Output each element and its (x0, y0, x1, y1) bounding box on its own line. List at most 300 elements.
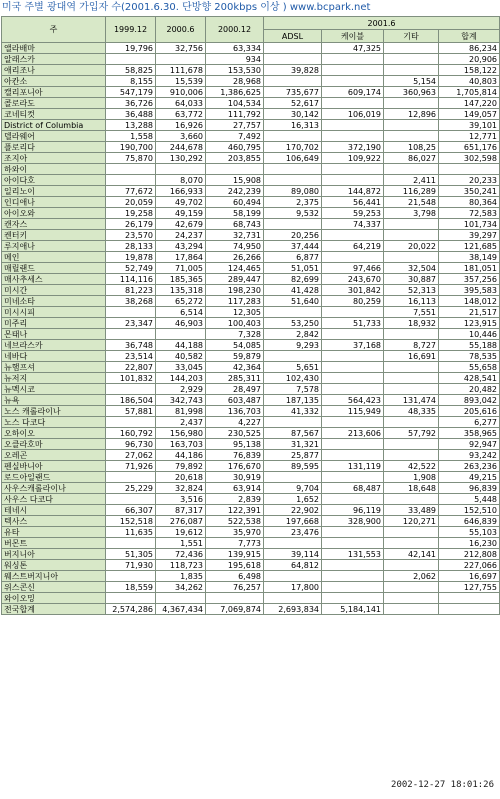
value-cell: 9,704 (264, 483, 322, 494)
value-cell: 120,271 (384, 516, 439, 527)
table-row (2, 505, 500, 516)
table-row (2, 285, 500, 296)
value-cell: 96,839 (439, 483, 500, 494)
value-cell: 16,697 (439, 571, 500, 582)
value-cell: 15,539 (156, 76, 206, 87)
value-cell: 80,364 (439, 197, 500, 208)
header-state: 주 (2, 17, 106, 43)
value-cell: 86,027 (384, 153, 439, 164)
value-cell: 136,703 (206, 406, 264, 417)
value-cell: 130,292 (156, 153, 206, 164)
page-title (2, 1, 498, 15)
value-cell: 52,313 (384, 285, 439, 296)
value-cell: 2,839 (206, 494, 264, 505)
table-row (2, 76, 500, 87)
value-cell: 57,792 (384, 428, 439, 439)
value-cell (322, 252, 384, 263)
value-cell (384, 120, 439, 131)
value-cell: 20,022 (384, 241, 439, 252)
value-cell (439, 164, 500, 175)
table-row (2, 384, 500, 395)
value-cell: 58,825 (106, 65, 156, 76)
state-name-cell: 오클라호마 (2, 439, 106, 450)
state-name-cell: 뉴욕 (2, 395, 106, 406)
value-cell: 350,241 (439, 186, 500, 197)
value-cell (322, 560, 384, 571)
value-cell: 357,256 (439, 274, 500, 285)
table-row (2, 274, 500, 285)
value-cell: 163,703 (156, 439, 206, 450)
value-cell: 36,726 (106, 98, 156, 109)
value-cell: 2,375 (264, 197, 322, 208)
value-cell: 195,618 (206, 560, 264, 571)
value-cell: 244,678 (156, 142, 206, 153)
value-cell: 19,878 (106, 252, 156, 263)
table-row (2, 582, 500, 593)
table-row (2, 164, 500, 175)
value-cell (106, 538, 156, 549)
value-cell: 144,872 (322, 186, 384, 197)
value-cell (206, 593, 264, 604)
value-cell (106, 571, 156, 582)
value-cell: 428,541 (439, 373, 500, 384)
value-cell (322, 120, 384, 131)
value-cell: 2,062 (384, 571, 439, 582)
value-cell: 18,559 (106, 582, 156, 593)
value-cell: 30,919 (206, 472, 264, 483)
state-name-cell: 사우스 다코다 (2, 494, 106, 505)
value-cell: 20,618 (156, 472, 206, 483)
state-name-cell: 네브라스카 (2, 340, 106, 351)
value-cell: 81,998 (156, 406, 206, 417)
value-cell: 301,842 (322, 285, 384, 296)
value-cell: 115,949 (322, 406, 384, 417)
table-row (2, 230, 500, 241)
value-cell: 72,436 (156, 549, 206, 560)
value-cell: 114,116 (106, 274, 156, 285)
value-cell: 33,045 (156, 362, 206, 373)
value-cell: 41,428 (264, 285, 322, 296)
table-row (2, 593, 500, 604)
value-cell: 20,906 (439, 54, 500, 65)
table-row (2, 450, 500, 461)
value-cell: 153,530 (206, 65, 264, 76)
value-cell: 111,678 (156, 65, 206, 76)
value-cell (322, 527, 384, 538)
state-name-cell: District of Columbia (2, 120, 106, 131)
value-cell: 60,494 (206, 197, 264, 208)
value-cell: 144,203 (156, 373, 206, 384)
state-name-cell: 뉴멕시코 (2, 384, 106, 395)
value-cell (384, 252, 439, 263)
value-cell (264, 472, 322, 483)
value-cell: 77,672 (106, 186, 156, 197)
table-row (2, 494, 500, 505)
value-cell: 603,487 (206, 395, 264, 406)
value-cell: 52,617 (264, 98, 322, 109)
value-cell (206, 164, 264, 175)
state-name-cell: 로드아일랜드 (2, 472, 106, 483)
value-cell: 23,514 (106, 351, 156, 362)
value-cell: 135,318 (156, 285, 206, 296)
value-cell: 1,835 (156, 571, 206, 582)
value-cell: 38,268 (106, 296, 156, 307)
value-cell (106, 307, 156, 318)
value-cell: 51,640 (264, 296, 322, 307)
value-cell: 176,670 (206, 461, 264, 472)
value-cell: 5,448 (439, 494, 500, 505)
value-cell: 75,870 (106, 153, 156, 164)
value-cell (322, 230, 384, 241)
value-cell: 63,334 (206, 43, 264, 54)
value-cell: 72,583 (439, 208, 500, 219)
value-cell (322, 351, 384, 362)
state-name-cell: 아칸소 (2, 76, 106, 87)
total-row (2, 604, 500, 615)
value-cell: 342,743 (156, 395, 206, 406)
value-cell: 8,070 (156, 175, 206, 186)
state-name-cell: 미시시피 (2, 307, 106, 318)
value-cell: 38,149 (439, 252, 500, 263)
value-cell: 18,932 (384, 318, 439, 329)
value-cell: 460,795 (206, 142, 264, 153)
value-cell (322, 472, 384, 483)
value-cell: 6,877 (264, 252, 322, 263)
value-cell: 92,947 (439, 439, 500, 450)
value-cell: 28,497 (206, 384, 264, 395)
value-cell (106, 417, 156, 428)
header-1999-12: 1999.12 (106, 17, 156, 43)
value-cell (322, 131, 384, 142)
value-cell: 76,839 (206, 450, 264, 461)
table-row (2, 362, 500, 373)
value-cell: 328,900 (322, 516, 384, 527)
value-cell: 187,135 (264, 395, 322, 406)
header-other: 기타 (384, 30, 439, 43)
table-row (2, 87, 500, 98)
value-cell (106, 329, 156, 340)
value-cell: 609,174 (322, 87, 384, 98)
state-name-cell: 미주리 (2, 318, 106, 329)
table-row (2, 417, 500, 428)
value-cell: 101,734 (439, 219, 500, 230)
table-row (2, 43, 500, 54)
value-cell: 149,057 (439, 109, 500, 120)
value-cell: 39,114 (264, 549, 322, 560)
value-cell: 59,253 (322, 208, 384, 219)
value-cell: 735,677 (264, 87, 322, 98)
table-row (2, 461, 500, 472)
value-cell: 44,188 (156, 340, 206, 351)
value-cell: 139,915 (206, 549, 264, 560)
value-cell: 117,283 (206, 296, 264, 307)
value-cell (264, 76, 322, 87)
value-cell: 372,190 (322, 142, 384, 153)
value-cell: 48,335 (384, 406, 439, 417)
table-row (2, 527, 500, 538)
value-cell: 37,444 (264, 241, 322, 252)
value-cell: 564,423 (322, 395, 384, 406)
value-cell: 101,832 (106, 373, 156, 384)
value-cell: 23,476 (264, 527, 322, 538)
value-cell: 26,179 (106, 219, 156, 230)
value-cell: 63,772 (156, 109, 206, 120)
value-cell: 213,606 (322, 428, 384, 439)
value-cell: 18,648 (384, 483, 439, 494)
value-cell (322, 538, 384, 549)
value-cell: 44,186 (156, 450, 206, 461)
state-name-cell: 알래스카 (2, 54, 106, 65)
value-cell (264, 219, 322, 230)
value-cell: 40,803 (439, 76, 500, 87)
value-cell: 22,902 (264, 505, 322, 516)
state-name-cell: 애리조나 (2, 65, 106, 76)
value-cell: 22,807 (106, 362, 156, 373)
value-cell: 95,138 (206, 439, 264, 450)
value-cell: 893,042 (439, 395, 500, 406)
value-cell: 89,595 (264, 461, 322, 472)
value-cell: 17,864 (156, 252, 206, 263)
state-name-cell: 하와이 (2, 164, 106, 175)
value-cell: 358,965 (439, 428, 500, 439)
value-cell: 152,510 (439, 505, 500, 516)
table-row (2, 98, 500, 109)
table-row (2, 472, 500, 483)
table-row (2, 395, 500, 406)
value-cell (384, 43, 439, 54)
value-cell (384, 164, 439, 175)
value-cell (384, 329, 439, 340)
value-cell (322, 582, 384, 593)
value-cell: 5,184,141 (322, 604, 384, 615)
value-cell: 7,773 (206, 538, 264, 549)
table-row (2, 208, 500, 219)
state-name-cell: 오하이오 (2, 428, 106, 439)
table-row (2, 439, 500, 450)
value-cell (384, 54, 439, 65)
value-cell: 46,903 (156, 318, 206, 329)
value-cell (322, 54, 384, 65)
value-cell: 104,534 (206, 98, 264, 109)
value-cell: 190,700 (106, 142, 156, 153)
state-name-cell: 코네티컷 (2, 109, 106, 120)
value-cell (106, 175, 156, 186)
value-cell: 33,489 (384, 505, 439, 516)
value-cell (384, 219, 439, 230)
state-name-cell: 매릴랜드 (2, 263, 106, 274)
value-cell: 158,122 (439, 65, 500, 76)
value-cell: 26,266 (206, 252, 264, 263)
table-row (2, 54, 500, 65)
state-name-cell: 전국합계 (2, 604, 106, 615)
capture-timestamp: 2002-12-27 18:01:26 (391, 780, 494, 790)
value-cell (384, 494, 439, 505)
table-row (2, 109, 500, 120)
header-2000-12: 2000.12 (206, 17, 264, 43)
value-cell (156, 329, 206, 340)
value-cell (322, 593, 384, 604)
value-cell: 7,578 (264, 384, 322, 395)
state-name-cell: 버몬트 (2, 538, 106, 549)
value-cell: 276,087 (156, 516, 206, 527)
value-cell: 56,441 (322, 197, 384, 208)
value-cell (322, 450, 384, 461)
value-cell (156, 593, 206, 604)
value-cell (106, 472, 156, 483)
value-cell (384, 417, 439, 428)
header-cable: 케이블 (322, 30, 384, 43)
value-cell (264, 351, 322, 362)
value-cell (264, 571, 322, 582)
table-row (2, 131, 500, 142)
value-cell: 97,466 (322, 263, 384, 274)
table-row (2, 252, 500, 263)
value-cell: 147,220 (439, 98, 500, 109)
value-cell: 32,504 (384, 263, 439, 274)
value-cell: 108,25 (384, 142, 439, 153)
value-cell: 2,693,834 (264, 604, 322, 615)
value-cell: 185,365 (156, 274, 206, 285)
value-cell (264, 417, 322, 428)
state-name-cell: 펜실바니아 (2, 461, 106, 472)
value-cell: 131,553 (322, 549, 384, 560)
value-cell (384, 439, 439, 450)
value-cell: 3,798 (384, 208, 439, 219)
value-cell: 11,635 (106, 527, 156, 538)
value-cell: 16,230 (439, 538, 500, 549)
value-cell: 68,743 (206, 219, 264, 230)
value-cell: 547,179 (106, 87, 156, 98)
value-cell (384, 527, 439, 538)
value-cell (384, 384, 439, 395)
value-cell: 79,892 (156, 461, 206, 472)
value-cell (384, 582, 439, 593)
value-cell: 24,237 (156, 230, 206, 241)
state-name-cell: 사우스캐롤라이나 (2, 483, 106, 494)
value-cell: 360,963 (384, 87, 439, 98)
value-cell (264, 54, 322, 65)
value-cell (384, 450, 439, 461)
state-name-cell: 몬태나 (2, 329, 106, 340)
value-cell (264, 43, 322, 54)
header-adsl: ADSL (264, 30, 322, 43)
value-cell: 55,658 (439, 362, 500, 373)
value-cell: 123,915 (439, 318, 500, 329)
value-cell: 28,968 (206, 76, 264, 87)
value-cell: 57,881 (106, 406, 156, 417)
table-row (2, 318, 500, 329)
value-cell: 19,796 (106, 43, 156, 54)
value-cell: 32,731 (206, 230, 264, 241)
value-cell: 21,517 (439, 307, 500, 318)
value-cell: 152,518 (106, 516, 156, 527)
table-row (2, 307, 500, 318)
state-name-cell: 테네시 (2, 505, 106, 516)
value-cell (322, 384, 384, 395)
value-cell: 58,199 (206, 208, 264, 219)
value-cell: 64,219 (322, 241, 384, 252)
table-row (2, 483, 500, 494)
value-cell: 42,679 (156, 219, 206, 230)
value-cell: 12,771 (439, 131, 500, 142)
value-cell: 20,256 (264, 230, 322, 241)
value-cell: 54,085 (206, 340, 264, 351)
value-cell: 32,824 (156, 483, 206, 494)
value-cell: 106,019 (322, 109, 384, 120)
value-cell: 2,411 (384, 175, 439, 186)
value-cell: 39,297 (439, 230, 500, 241)
title-text: 미국 주별 광대역 가입자 수(2001.6.30. 단방향 200kbps 이상 ) (2, 2, 287, 13)
value-cell: 227,066 (439, 560, 500, 571)
value-cell: 30,142 (264, 109, 322, 120)
value-cell: 40,582 (156, 351, 206, 362)
broadband-table (1, 16, 500, 615)
table-row (2, 153, 500, 164)
value-cell: 6,514 (156, 307, 206, 318)
state-name-cell: 조지아 (2, 153, 106, 164)
value-cell: 81,223 (106, 285, 156, 296)
value-cell: 55,188 (439, 340, 500, 351)
value-cell (322, 164, 384, 175)
value-cell (322, 417, 384, 428)
value-cell (106, 164, 156, 175)
value-cell (384, 560, 439, 571)
value-cell (322, 76, 384, 87)
value-cell: 1,705,814 (439, 87, 500, 98)
value-cell: 124,465 (206, 263, 264, 274)
value-cell: 8,155 (106, 76, 156, 87)
value-cell: 646,839 (439, 516, 500, 527)
value-cell: 66,307 (106, 505, 156, 516)
value-cell: 71,930 (106, 560, 156, 571)
value-cell (384, 373, 439, 384)
state-name-cell: 캔자스 (2, 219, 106, 230)
value-cell (156, 164, 206, 175)
state-name-cell: 위스콘신 (2, 582, 106, 593)
value-cell (106, 593, 156, 604)
state-name-cell: 일리노이 (2, 186, 106, 197)
value-cell (106, 54, 156, 65)
value-cell: 198,230 (206, 285, 264, 296)
value-cell: 1,551 (156, 538, 206, 549)
value-cell: 242,239 (206, 186, 264, 197)
value-cell: 63,914 (206, 483, 264, 494)
value-cell (322, 307, 384, 318)
value-cell (322, 439, 384, 450)
value-cell: 3,516 (156, 494, 206, 505)
value-cell: 27,062 (106, 450, 156, 461)
value-cell: 156,980 (156, 428, 206, 439)
value-cell: 7,492 (206, 131, 264, 142)
value-cell: 7,328 (206, 329, 264, 340)
value-cell: 230,525 (206, 428, 264, 439)
value-cell: 116,289 (384, 186, 439, 197)
state-name-cell: 콜로라도 (2, 98, 106, 109)
value-cell: 109,922 (322, 153, 384, 164)
value-cell (264, 307, 322, 318)
state-name-cell: 미네소타 (2, 296, 106, 307)
value-cell: 395,583 (439, 285, 500, 296)
value-cell: 86,234 (439, 43, 500, 54)
value-cell (384, 593, 439, 604)
value-cell: 121,685 (439, 241, 500, 252)
value-cell: 160,792 (106, 428, 156, 439)
value-cell: 131,474 (384, 395, 439, 406)
value-cell (106, 384, 156, 395)
value-cell (264, 131, 322, 142)
value-cell: 51,305 (106, 549, 156, 560)
value-cell: 51,733 (322, 318, 384, 329)
